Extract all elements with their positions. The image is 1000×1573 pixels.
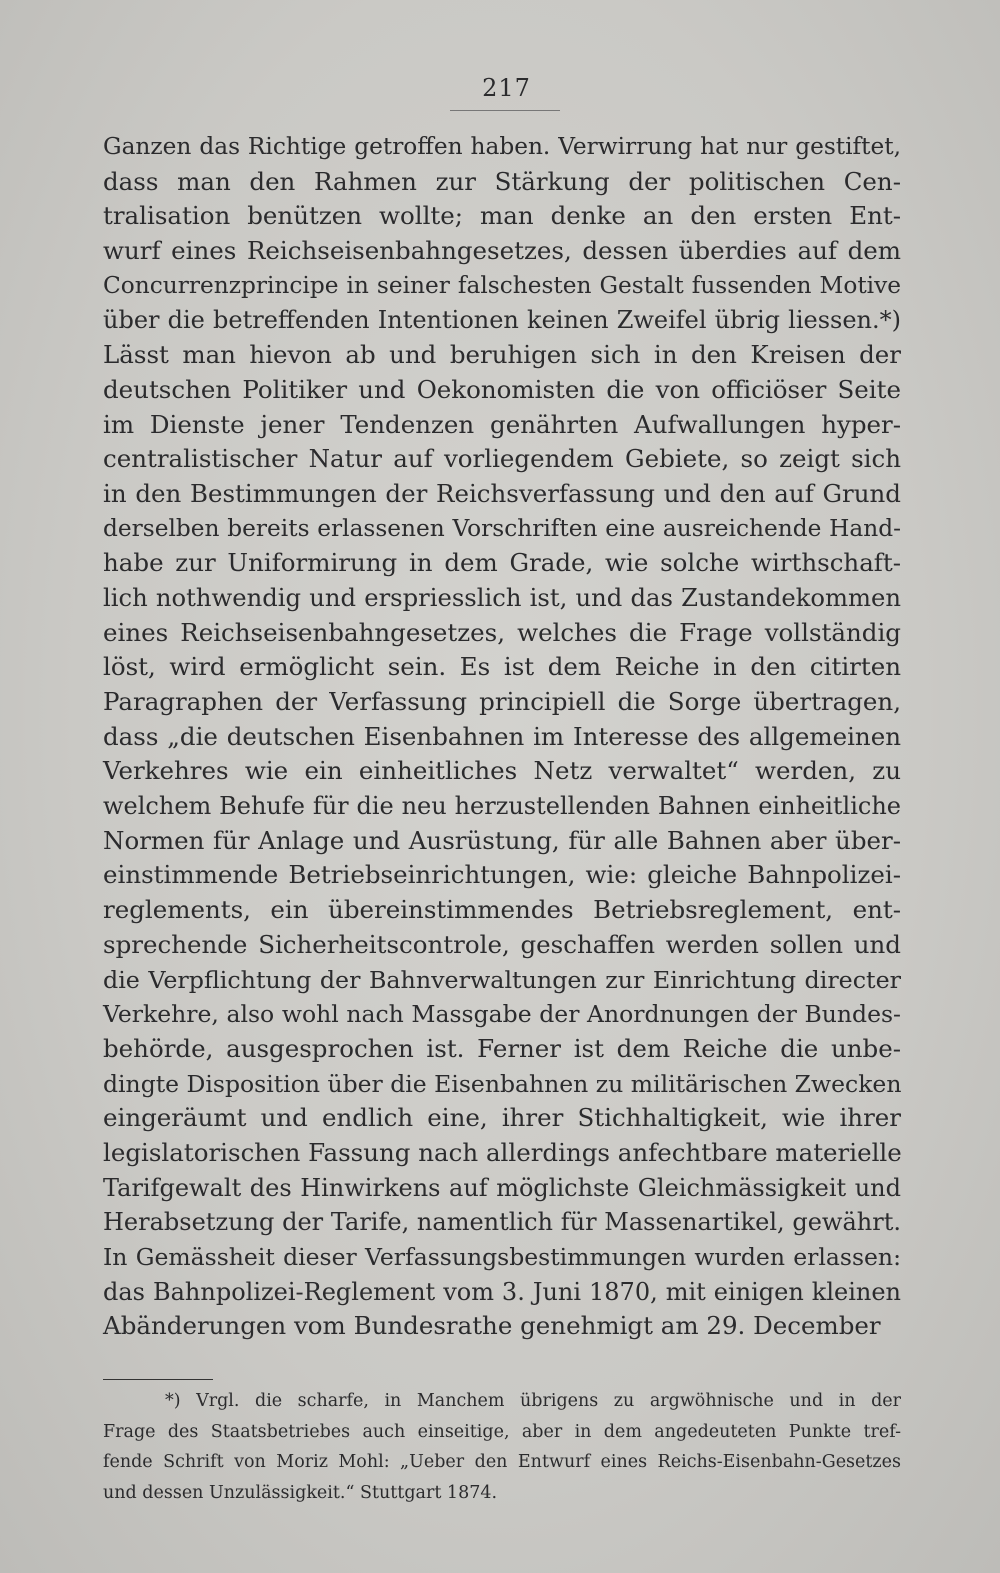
text-line: Normen für Anlage und Ausrüstung, für alle Bahnen aber über- [103, 825, 901, 855]
text-line: im Dienste jener Tendenzen genährten Aufwallungen hyper- [103, 409, 901, 439]
text-line: die Verpflichtung der Bahnverwaltungen zur Einrichtung directer [103, 965, 901, 994]
footnote-line: fende Schrift von Moriz Mohl: „Ueber den Entwurf eines Reichs-Eisenbahn-Gesetzes [103, 1452, 901, 1472]
text-line: das Bahnpolizei-Reglement vom 3. Juni 1870, mit einigen kleinen [103, 1277, 901, 1306]
text-line: habe zur Uniformirung in dem Grade, wie solche wirthschaft- [103, 548, 901, 578]
text-line: in den Bestimmungen der Reichsverfassung und den auf Grund [103, 478, 901, 508]
text-line: Ganzen das Richtige getroffen haben. Verwirrung hat nur gestiftet, [103, 133, 901, 160]
footnote-line: und dessen Unzulässigkeit.“ Stuttgart 1874. [103, 1482, 498, 1503]
text-line: eines Reichseisenbahngesetzes, welches die Frage vollständig [103, 617, 901, 647]
text-line: Verkehres wie ein einheitliches Netz verwaltet“ werden, zu [103, 756, 901, 786]
text-line: dass „die deutschen Eisenbahnen im Interesse des allgemeinen [103, 721, 901, 751]
footnote-line: *) Vrgl. die scharfe, in Manchem übrigens zu argwöhnische und in der [165, 1391, 901, 1411]
body-text [103, 130, 901, 1344]
footnote [103, 1386, 901, 1508]
text-line: deutschen Politiker und Oekonomisten die von officiöser Seite [103, 374, 901, 404]
text-line: legislatorischen Fassung nach allerdings anfechtbare materielle [103, 1137, 902, 1167]
text-line: Concurrenzprincipe in seiner falschesten Gestalt fussenden Motive [103, 271, 901, 299]
text-line: Paragraphen der Verfassung principiell die Sorge übertragen, [103, 687, 901, 716]
text-line: Herabsetzung der Tarife, namentlich für Massenartikel, gewährt. [103, 1208, 901, 1237]
text-line: dingte Disposition über die Eisenbahnen zu militärischen Zwecken [103, 1069, 902, 1098]
footnote-line: Frage des Staatsbetriebes auch einseitige, aber in dem angedeuteten Punkte tref- [103, 1421, 901, 1442]
text-line: behörde, ausgesprochen ist. Ferner ist dem Reiche die unbe- [103, 1033, 901, 1063]
text-line: centralistischer Natur auf vorliegendem Gebiete, so zeigt sich [103, 444, 901, 474]
text-line: einstimmende Betriebseinrichtungen, wie: gleiche Bahnpolizei- [103, 860, 901, 890]
text-line: Verkehre, also wohl nach Massgabe der Anordnungen der Bundes- [103, 1000, 901, 1029]
text-line: welchem Behufe für die neu herzustellenden Bahnen einheitliche [103, 792, 901, 821]
text-line: tralisation benützen wollte; man denke an den ersten Ent- [103, 201, 901, 231]
text-line: derselben bereits erlassenen Vorschriften eine ausreichende Hand- [103, 514, 901, 542]
text-line: wurf eines Reichseisenbahngesetzes, dessen überdies auf dem [103, 236, 901, 266]
text-line: Tarifgewalt des Hinwirkens auf möglichste Gleichmässigkeit und [103, 1173, 901, 1202]
text-line: sprechende Sicherheitscontrole, geschaffen werden sollen und [103, 929, 901, 959]
header-rule [450, 110, 560, 111]
text-line: lich nothwendig und erspriesslich ist, und das Zustandekommen [103, 582, 901, 612]
text-line: Lässt man hievon ab und beruhigen sich in den Kreisen der [103, 340, 901, 370]
text-line: löst, wird ermöglicht sein. Es ist dem Reiche in den citirten [103, 652, 901, 682]
text-line: dass man den Rahmen zur Stärkung der politischen Cen- [103, 166, 901, 196]
text-line: Abänderungen vom Bundesrathe genehmigt am 29. December [103, 1311, 881, 1341]
text-line: reglements, ein übereinstimmendes Betriebsreglement, ent- [103, 895, 901, 925]
page-number: 217 [482, 74, 531, 102]
footnote-rule [103, 1379, 213, 1380]
text-line: über die betreffenden Intentionen keinen Zweifel übrig liessen.*) [103, 306, 901, 335]
text-line: eingeräumt und endlich eine, ihrer Stichhaltigkeit, wie ihrer [103, 1103, 901, 1133]
text-line: In Gemässheit dieser Verfassungsbestimmungen wurden erlassen: [103, 1243, 901, 1271]
